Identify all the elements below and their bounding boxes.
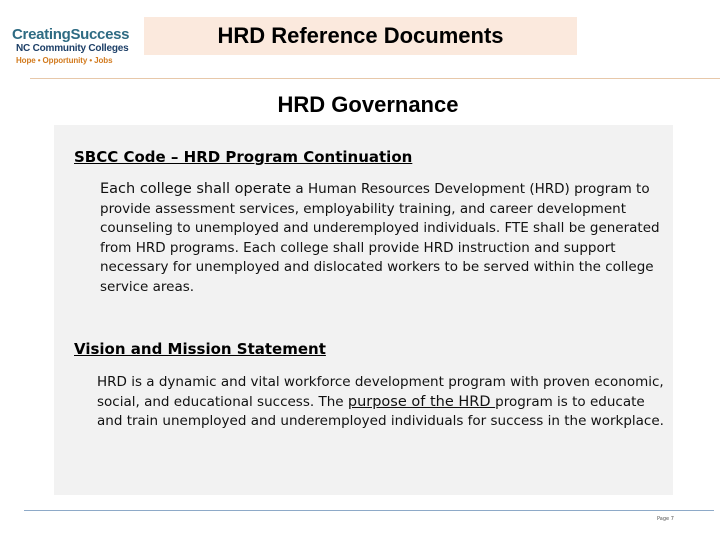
header-divider <box>30 78 720 79</box>
vision-body-pre: HRD is a dynamic and vital workforce development program with proven economic, social, and educational success. The <box>97 374 664 410</box>
page-number: Page 7 <box>657 516 674 522</box>
footer-divider <box>24 510 714 511</box>
logo-tagline: Hope • Opportunity • Jobs <box>16 56 113 65</box>
page-title: HRD Reference Documents <box>217 23 504 48</box>
sbcc-body-text: a Human Resources Development (HRD) program to provide assessment services, employability training, and career development counseling to unemployed and underemployed individuals. FTE shall be generated from HRD programs. Each college shall provide HRD instruction and support necessary for unemployed and dislocated workers to be served within the college service areas. <box>100 181 660 295</box>
vision-mission-heading: Vision and Mission Statement <box>74 340 326 358</box>
purpose-link[interactable]: purpose of the HRD <box>347 393 496 410</box>
vision-body-post: program is to educate and train unemployed and underemployed individuals for success in the workplace. <box>97 393 664 429</box>
sbcc-code-paragraph <box>100 180 670 297</box>
title-bar <box>144 17 577 55</box>
creating-success-logo <box>12 26 130 68</box>
sbcc-lead-text: Each college shall operate <box>100 181 292 197</box>
vision-mission-paragraph <box>97 373 669 432</box>
logo-main-text: CreatingSuccess <box>12 26 130 43</box>
page-subtitle: HRD Governance <box>277 92 459 117</box>
sbcc-code-heading: SBCC Code – HRD Program Continuation <box>74 148 413 166</box>
logo-sub-text: NC Community Colleges <box>16 43 129 54</box>
